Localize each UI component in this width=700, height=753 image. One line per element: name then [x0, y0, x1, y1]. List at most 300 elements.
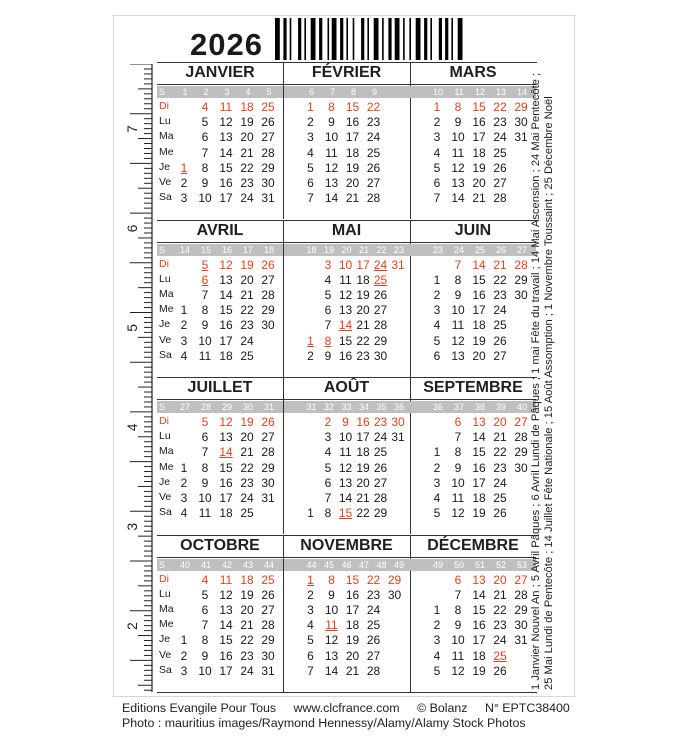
day-cell: 12: [338, 460, 353, 475]
barcode-bar: [290, 18, 292, 60]
day-cell: 12: [219, 115, 233, 130]
week-number: 32: [323, 402, 334, 412]
day-cell: 19: [240, 415, 254, 429]
day-cell: 13: [338, 303, 353, 318]
day-name-me: Me: [159, 303, 174, 316]
day-cell: 7: [324, 491, 332, 505]
ruler-label: 7: [124, 125, 140, 133]
day-cell: 17: [472, 633, 486, 648]
day-cell: 22: [240, 303, 254, 318]
copyright: © Bolanz: [417, 701, 468, 715]
week-number: 6: [308, 87, 314, 97]
day-cell: 14: [451, 191, 465, 206]
day-cell: 11: [219, 572, 233, 587]
day-cell: 18: [472, 145, 486, 160]
barcode-bar: [395, 18, 400, 60]
barcode-bar: [367, 18, 369, 60]
day-cell: 5: [433, 160, 441, 175]
day-cell: 10: [198, 333, 212, 348]
day-cell: 7: [307, 191, 314, 206]
day-cell: 5: [201, 415, 209, 429]
day-cell: 13: [324, 648, 339, 663]
day-cell: 7: [433, 191, 441, 206]
week-number-row: [410, 559, 536, 571]
day-cell: 21: [493, 587, 507, 602]
month-name: NOVEMBRE: [284, 535, 410, 558]
day-cell: 25: [240, 506, 254, 521]
day-cell: 18: [345, 145, 360, 160]
week-number: 13: [495, 87, 506, 97]
reference: N° EPTC38400: [484, 701, 570, 715]
month-décembre: [410, 535, 536, 692]
day-name-lu: Lu: [159, 430, 171, 443]
month-name: MARS: [410, 62, 536, 85]
day-name-sa: Sa: [159, 506, 172, 519]
day-cell: 5: [307, 160, 314, 175]
day-cell: 23: [240, 475, 254, 490]
day-name-ve: Ve: [159, 491, 172, 503]
day-cell: 26: [261, 257, 275, 272]
day-cell: 21: [356, 491, 370, 505]
day-cell: 24: [493, 633, 507, 648]
day-cell: 2: [433, 618, 441, 633]
day-cell: 16: [356, 415, 370, 429]
day-cell: 16: [219, 176, 233, 190]
day-cell: 19: [240, 257, 254, 272]
day-cell: 15: [338, 333, 353, 348]
day-cell: 28: [261, 145, 275, 160]
day-cell: 6: [324, 475, 332, 490]
day-cell: 3: [433, 130, 441, 145]
week-number: 39: [495, 402, 506, 412]
day-cell: 13: [338, 475, 353, 490]
day-cell: 28: [366, 191, 381, 206]
week-number: 15: [200, 244, 211, 255]
day-cell: 24: [493, 130, 507, 145]
day-cell: 23: [366, 587, 381, 602]
day-cell: 22: [493, 272, 507, 287]
day-cell: 22: [366, 100, 381, 114]
month-name: JANVIER: [157, 62, 283, 85]
barcode-bar: [304, 18, 306, 60]
week-number: 45: [323, 559, 334, 570]
day-cell: 10: [451, 130, 465, 145]
day-cell: 22: [366, 572, 381, 587]
day-cell: 30: [261, 176, 275, 190]
day-cell: 30: [391, 415, 405, 429]
day-cell: 22: [240, 160, 254, 175]
day-cell: 11: [451, 145, 465, 160]
ruler-label: 2: [124, 622, 140, 630]
day-name-lu: Lu: [159, 587, 171, 600]
day-cell: 13: [219, 272, 233, 287]
day-cell: 17: [219, 333, 233, 348]
day-cell: 12: [219, 257, 233, 272]
day-cell: 6: [433, 176, 441, 190]
week-number: 18: [306, 244, 317, 255]
day-cell: 21: [472, 191, 486, 206]
day-cell: 17: [472, 130, 486, 145]
day-cell: 15: [345, 100, 360, 114]
week-number-row: [410, 244, 536, 256]
day-cell: 18: [219, 348, 233, 363]
day-cell: 22: [356, 506, 370, 521]
barcode-bar: [346, 18, 348, 60]
day-cell: 21: [356, 318, 370, 333]
day-cell: 18: [356, 272, 370, 287]
month-juin: [410, 220, 536, 377]
day-cell: 28: [373, 491, 388, 505]
month-name: JUIN: [410, 220, 536, 243]
day-name-je: Je: [159, 160, 171, 173]
day-cell: 19: [472, 333, 486, 348]
week-number-row: [410, 86, 536, 98]
day-cell: 8: [201, 633, 209, 648]
day-cell: 30: [514, 115, 528, 130]
day-cell: 20: [493, 572, 507, 587]
day-name-sa: Sa: [159, 348, 172, 361]
day-cell: 9: [201, 648, 209, 663]
day-cell: 25: [493, 145, 507, 160]
day-cell: 4: [433, 491, 441, 505]
day-cell: 30: [514, 287, 528, 302]
day-cell: 25: [373, 445, 388, 460]
day-cell: 5: [433, 506, 441, 521]
day-cell: 17: [472, 303, 486, 318]
week-number: 26: [495, 244, 506, 255]
day-cell: 31: [261, 491, 275, 505]
week-label: S: [159, 87, 166, 97]
day-cell: 15: [345, 572, 360, 587]
week-number: 23: [432, 244, 443, 255]
day-cell: 31: [391, 257, 405, 272]
day-cell: 7: [201, 145, 209, 160]
day-cell: 2: [307, 587, 314, 602]
day-cell: 26: [493, 663, 507, 678]
month-février: [284, 62, 411, 219]
day-cell: 6: [201, 130, 209, 145]
week-number: 42: [221, 559, 232, 570]
day-cell: 3: [307, 602, 314, 617]
day-cell: 7: [324, 318, 332, 333]
day-cell: 18: [472, 318, 486, 333]
grid-line: [157, 62, 537, 63]
day-cell: 18: [345, 618, 360, 633]
day-cell: 30: [387, 587, 402, 602]
week-number: 53: [516, 559, 527, 570]
week-number: 40: [179, 559, 190, 570]
day-cell: 8: [454, 602, 462, 617]
day-cell: 29: [514, 602, 528, 617]
week-number: 23: [393, 244, 404, 255]
day-cell: 29: [261, 460, 275, 475]
day-cell: 12: [219, 587, 233, 602]
week-number: 5: [266, 87, 272, 97]
day-cell: 12: [324, 633, 339, 648]
day-cell: 17: [356, 430, 370, 445]
day-cell: 27: [261, 602, 275, 617]
day-name-je: Je: [159, 475, 171, 488]
day-cell: 17: [345, 130, 360, 145]
week-number-row: [284, 244, 410, 256]
day-cell: 10: [338, 430, 353, 445]
day-cell: 16: [472, 115, 486, 130]
day-cell: 3: [433, 633, 441, 648]
day-cell: 5: [433, 663, 441, 678]
day-cell: 5: [201, 587, 209, 602]
day-cell: 4: [201, 572, 209, 587]
barcode-bar: [445, 18, 448, 60]
barcode-bar: [416, 18, 421, 60]
week-number-row: [157, 401, 283, 413]
day-cell: 12: [451, 160, 465, 175]
day-cell: 20: [240, 130, 254, 145]
week-number: 41: [200, 559, 211, 570]
day-cell: 13: [472, 572, 486, 587]
barcode-bar: [328, 18, 330, 60]
week-number: 40: [516, 402, 527, 412]
day-cell: 7: [454, 587, 462, 602]
week-number: 35: [376, 402, 387, 412]
day-cell: 2: [180, 318, 188, 333]
calendar-grid: [157, 62, 537, 694]
day-cell: 29: [261, 303, 275, 318]
day-cell: 18: [219, 506, 233, 521]
day-cell: 2: [433, 115, 441, 130]
month-octobre: [157, 535, 284, 692]
week-number: 36: [432, 402, 443, 412]
day-cell: 23: [493, 618, 507, 633]
grid-line: [157, 692, 537, 693]
day-cell: 25: [493, 648, 507, 663]
day-cell: 23: [493, 287, 507, 302]
day-cell: 9: [454, 618, 462, 633]
day-cell: 26: [366, 633, 381, 648]
week-number: 46: [341, 559, 352, 570]
week-number: 47: [358, 559, 369, 570]
day-cell: 7: [307, 663, 314, 678]
day-cell: 30: [514, 618, 528, 633]
day-cell: 14: [472, 257, 486, 272]
week-number: 37: [453, 402, 464, 412]
day-cell: 7: [454, 257, 462, 272]
week-number: 8: [350, 87, 356, 97]
day-cell: 24: [240, 333, 254, 348]
day-name-sa: Sa: [159, 663, 172, 676]
week-number: 19: [323, 244, 334, 255]
day-cell: 21: [240, 618, 254, 633]
day-cell: 9: [454, 287, 462, 302]
day-cell: 18: [472, 491, 486, 505]
photo-credit: Photo : mauritius images/Raymond Hennessy/Alamy/Alamy Stock Photos: [122, 716, 526, 730]
day-cell: 11: [451, 491, 465, 505]
day-cell: 31: [261, 191, 275, 206]
week-number: 43: [242, 559, 253, 570]
day-cell: 17: [219, 191, 233, 206]
day-cell: 8: [201, 460, 209, 475]
day-cell: 9: [328, 587, 335, 602]
day-name-ma: Ma: [159, 602, 174, 615]
week-number: 27: [516, 244, 527, 255]
day-cell: 19: [356, 287, 370, 302]
day-cell: 15: [219, 633, 233, 648]
day-cell: 25: [493, 491, 507, 505]
day-cell: 6: [201, 430, 209, 445]
day-cell: 16: [338, 348, 353, 363]
day-cell: 15: [219, 160, 233, 175]
day-cell: 8: [454, 100, 462, 114]
day-cell: 30: [373, 348, 388, 363]
day-cell: 10: [451, 633, 465, 648]
barcode-bar: [458, 18, 463, 60]
day-cell: 20: [356, 475, 370, 490]
week-number: 28: [200, 402, 211, 412]
week-number: 48: [376, 559, 387, 570]
day-cell: 20: [240, 272, 254, 287]
day-cell: 14: [219, 145, 233, 160]
day-cell: 5: [324, 460, 332, 475]
day-cell: 30: [261, 318, 275, 333]
day-cell: 3: [180, 333, 188, 348]
day-cell: 22: [493, 100, 507, 114]
day-cell: 16: [472, 460, 486, 475]
day-cell: 14: [324, 191, 339, 206]
day-cell: 27: [261, 130, 275, 145]
day-cell: 30: [514, 460, 528, 475]
day-cell: 24: [366, 602, 381, 617]
week-number: 14: [179, 244, 190, 255]
barcode-bar: [403, 18, 405, 60]
day-cell: 12: [219, 415, 233, 429]
day-cell: 21: [345, 663, 360, 678]
day-cell: 19: [356, 460, 370, 475]
day-name-di: Di: [159, 415, 169, 427]
day-cell: 15: [472, 602, 486, 617]
day-cell: 25: [373, 272, 388, 287]
day-cell: 15: [338, 506, 353, 521]
month-janvier: [157, 62, 284, 219]
day-cell: 1: [433, 445, 441, 460]
week-label: S: [159, 244, 166, 255]
week-number: 27: [179, 402, 190, 412]
week-number-row: [410, 401, 536, 413]
day-cell: 8: [324, 506, 332, 521]
week-number: 44: [263, 559, 274, 570]
day-cell: 10: [324, 130, 339, 145]
day-name-lu: Lu: [159, 115, 171, 128]
day-cell: 13: [219, 430, 233, 445]
day-cell: 5: [201, 115, 209, 130]
day-cell: 26: [373, 460, 388, 475]
day-cell: 28: [261, 445, 275, 460]
day-cell: 8: [454, 445, 462, 460]
month-name: OCTOBRE: [157, 535, 283, 558]
day-cell: 7: [201, 287, 209, 302]
month-name: DÉCEMBRE: [410, 535, 536, 558]
day-cell: 17: [356, 257, 370, 272]
day-cell: 24: [493, 475, 507, 490]
day-cell: 29: [514, 100, 528, 114]
day-name-me: Me: [159, 145, 174, 158]
footer: [122, 701, 584, 731]
day-cell: 3: [324, 257, 332, 272]
week-number-row: [157, 559, 283, 571]
day-cell: 28: [373, 318, 388, 333]
day-cell: 23: [366, 115, 381, 130]
day-cell: 13: [472, 415, 486, 429]
day-cell: 4: [433, 648, 441, 663]
week-number: 30: [242, 402, 253, 412]
day-cell: 4: [180, 348, 188, 363]
day-cell: 2: [180, 475, 188, 490]
day-cell: 27: [373, 303, 388, 318]
day-cell: 17: [345, 602, 360, 617]
day-cell: 9: [201, 176, 209, 190]
website-link[interactable]: www.clcfrance.com: [293, 701, 400, 715]
day-cell: 3: [433, 303, 441, 318]
day-cell: 15: [472, 100, 486, 114]
day-cell: 7: [201, 445, 209, 460]
day-cell: 21: [240, 445, 254, 460]
day-cell: 27: [373, 475, 388, 490]
day-cell: 9: [342, 415, 349, 429]
year-title: 2026: [190, 27, 263, 62]
month-septembre: [410, 377, 536, 534]
week-number: 12: [474, 87, 485, 97]
week-number: 20: [341, 244, 352, 255]
day-cell: 27: [261, 272, 275, 287]
month-name: FÉVRIER: [284, 62, 410, 85]
week-number-row: [284, 401, 410, 413]
day-cell: 29: [261, 633, 275, 648]
day-cell: 11: [219, 100, 233, 114]
day-cell: 27: [366, 648, 381, 663]
day-cell: 2: [307, 348, 314, 363]
day-cell: 14: [324, 663, 339, 678]
day-cell: 15: [219, 303, 233, 318]
day-name-lu: Lu: [159, 272, 171, 285]
day-cell: 29: [261, 160, 275, 175]
day-cell: 4: [307, 145, 314, 160]
day-cell: 27: [261, 430, 275, 445]
day-cell: 3: [433, 475, 441, 490]
week-number-row: [284, 559, 410, 571]
day-cell: 19: [240, 587, 254, 602]
day-cell: 25: [261, 100, 275, 114]
day-cell: 27: [514, 415, 528, 429]
day-cell: 11: [198, 348, 212, 363]
day-cell: 2: [180, 176, 188, 190]
day-cell: 17: [472, 475, 486, 490]
day-cell: 23: [240, 648, 254, 663]
day-name-ve: Ve: [159, 648, 172, 661]
day-cell: 11: [325, 618, 338, 633]
week-number: 36: [393, 402, 404, 412]
day-cell: 9: [328, 115, 335, 130]
barcode-bar: [374, 18, 379, 60]
day-cell: 22: [493, 602, 507, 617]
day-cell: 4: [307, 618, 314, 633]
day-cell: 8: [201, 303, 209, 318]
day-cell: 19: [472, 663, 486, 678]
day-cell: 20: [472, 348, 486, 363]
day-cell: 3: [180, 663, 188, 678]
barcode-bar: [298, 18, 301, 60]
ruler-label: 3: [124, 522, 140, 531]
day-cell: 24: [373, 257, 388, 272]
day-cell: 21: [493, 430, 507, 445]
day-cell: 7: [201, 618, 209, 633]
